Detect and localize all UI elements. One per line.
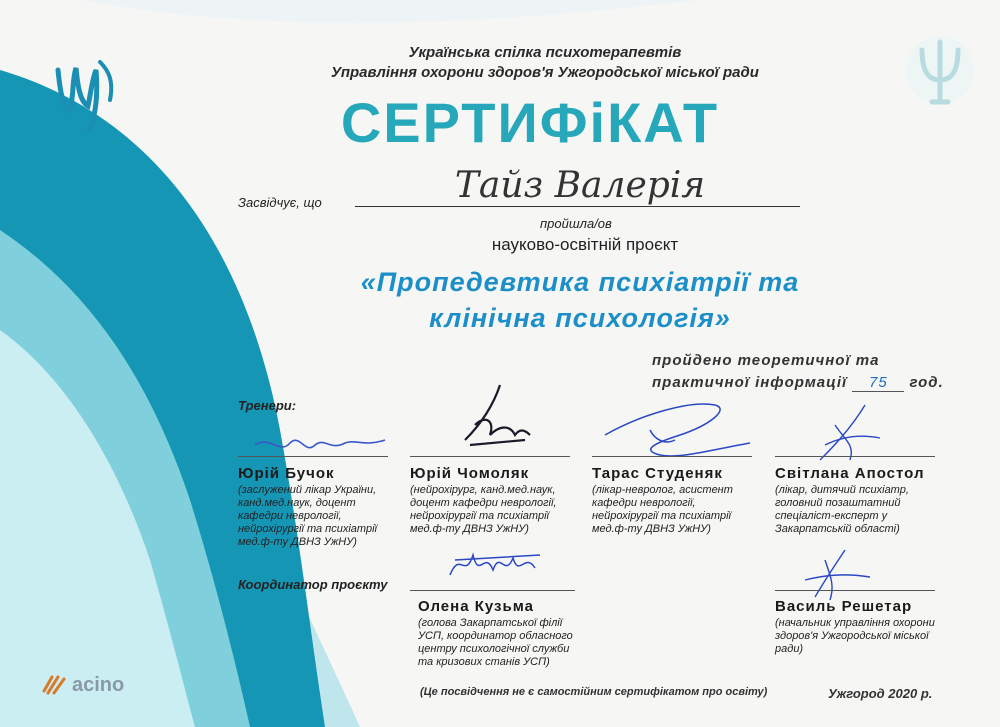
trainer-name-1: Юрій Бучок [238,465,335,482]
project-type: науково-освітній проєкт [491,235,679,254]
signature-buchok [250,425,390,465]
trainer-name-2: Юрій Чомоляк [410,465,530,482]
head-role: (начальник управління охорони здоров'я Ужгородської міської ради) [775,617,935,655]
signature-chomolyak [455,380,535,455]
signature-kuzma [445,540,550,590]
head-name: Василь Решетар [775,598,913,615]
hours-unit: год. [909,374,944,391]
signature-line-kuzma [410,590,575,591]
signature-line-buchok [238,456,388,457]
completed-label: пройшла/ов [540,216,612,231]
acino-mark-icon [42,673,66,697]
signature-line-studenyak [592,456,752,457]
recipient-name: Тайз Валерія [454,165,706,206]
hours-prefix: практичної інформації [652,374,848,391]
signature-reshetar [790,545,880,605]
certifies-label: Засвідчує, що [238,195,322,210]
hours-value: 75 [852,374,904,392]
usp-logo [48,40,120,135]
trainers-label: Тренери: [238,398,297,413]
footer-note: (Це посвідчення не є самостійним сертифікатом про освіту) [420,686,768,698]
trainer-role-1: (заслужений лікар України, канд.мед.наук, доцент кафедри неврології, нейрохірургії та психіатрії мед.ф-ту ДВНЗ УжНУ) [238,484,377,548]
psi-icon [900,30,980,110]
project-title-line-1: «Пропедевтика психіатрії та [360,267,800,297]
project-title-line-2: клінічна психологія» [429,303,731,333]
footer-place: Ужгород 2020 р. [828,686,933,701]
trainer-name-4: Світлана Апостол [775,465,925,482]
org-line-1: Українська спілка психотерапевтів [408,44,682,61]
trainer-role-3: (лікар-невролог, асистент кафедри неврології, нейрохірургії та психіатрії мед.ф-ту ДВНЗ УжНУ) [592,484,733,535]
org-line-2: Управління охорони здоров'я Ужгородської міської ради [331,64,759,81]
certificate-title: СЕРТИФіКАТ [340,91,720,154]
hours-line-1: пройдено теоретичної та [652,352,880,369]
signature-studenyak [600,395,760,470]
trainer-role-2: (нейрохірург, канд.мед.наук, доцент кафедри неврології, нейрохірургії та психіатрії мед.ф-ту ДВНЗ УжНУ) [410,484,557,535]
trainer-role-4: (лікар, дитячий психіатр, головний позаштатний спеціаліст-експерт у Закарпатській області) [775,484,909,535]
acino-text: acino [72,673,125,696]
signature-apostol [810,400,885,470]
trainer-name-3: Тарас Студеняк [592,465,723,482]
signature-line-reshetar [775,590,935,591]
coordinator-name: Олена Кузьма [418,598,534,615]
coordinator-role: (голова Закарпатської філії УСП, координатор обласного центру психологічної служби та кризових станів УСП) [418,617,573,668]
signature-line-apostol [775,456,935,457]
signature-line-chomolyak [410,456,570,457]
acino-logo [42,673,124,697]
hours-line-2 [652,374,944,392]
recipient-underline [355,206,800,207]
coordinator-label: Координатор проєкту [238,577,388,592]
